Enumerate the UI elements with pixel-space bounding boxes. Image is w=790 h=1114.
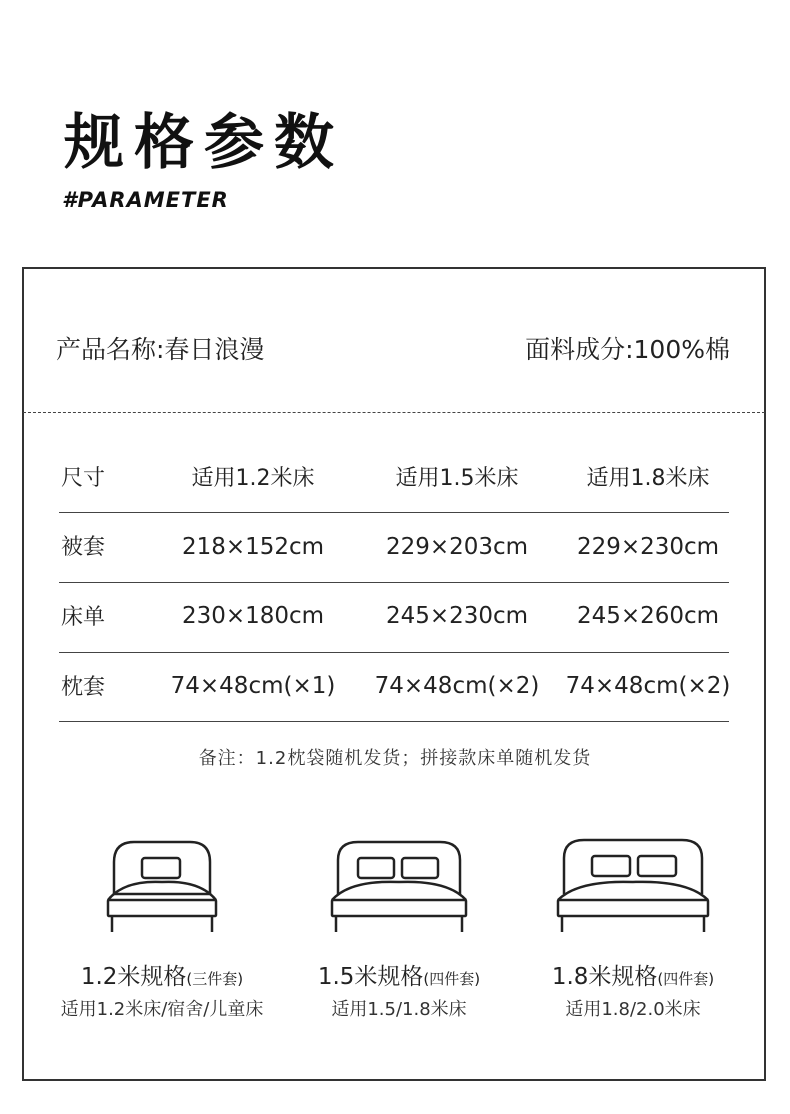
note-text: 备注：1.2枕袋随机发货；拼接款床单随机发货 (198, 748, 592, 769)
table-rule (59, 652, 729, 653)
bed-label-1-2m: 1.2米规格(三件套) (80, 964, 244, 990)
double-bed-icon (328, 832, 470, 936)
single-bed-icon (104, 832, 220, 936)
table-rule (59, 512, 729, 513)
bed-label-1-8m: 1.8米规格(四件套) (551, 964, 715, 990)
bed-fit-1-8m: 适用1.8/2.0米床 (565, 999, 701, 1020)
table-cell: 74×48cm(×1) (170, 673, 336, 699)
product-name: 产品名称:春日浪漫 (56, 335, 265, 364)
table-cell: 74×48cm(×2) (565, 673, 731, 699)
table-cell: 218×152cm (181, 534, 325, 560)
table-cell: 74×48cm(×2) (374, 673, 540, 699)
bed-fit-1-5m: 适用1.5/1.8米床 (331, 999, 467, 1020)
page-subtitle: #PARAMETER (62, 188, 229, 212)
table-header-size: 尺寸 (61, 466, 106, 491)
table-header-1-2m: 适用1.2米床 (191, 466, 315, 491)
row-label-sheet: 床单 (61, 605, 106, 630)
table-header-1-8m: 适用1.8米床 (586, 466, 710, 491)
page-title: 规格参数 (64, 108, 344, 178)
row-label-pillowcase: 枕套 (61, 675, 106, 700)
table-cell: 245×230cm (385, 603, 529, 629)
bed-fit-1-2m: 适用1.2米床/宿舍/儿童床 (60, 999, 264, 1020)
fabric-composition: 面料成分:100%棉 (525, 335, 730, 364)
table-cell: 229×230cm (576, 534, 720, 560)
bed-label-1-5m: 1.5米规格(四件套) (317, 964, 481, 990)
table-cell: 229×203cm (385, 534, 529, 560)
table-header-1-5m: 适用1.5米床 (395, 466, 519, 491)
table-rule (59, 721, 729, 722)
table-cell: 245×260cm (576, 603, 720, 629)
dashed-divider (23, 412, 765, 413)
table-rule (59, 582, 729, 583)
king-bed-icon (554, 832, 712, 936)
table-cell: 230×180cm (181, 603, 325, 629)
row-label-duvet: 被套 (61, 535, 106, 560)
